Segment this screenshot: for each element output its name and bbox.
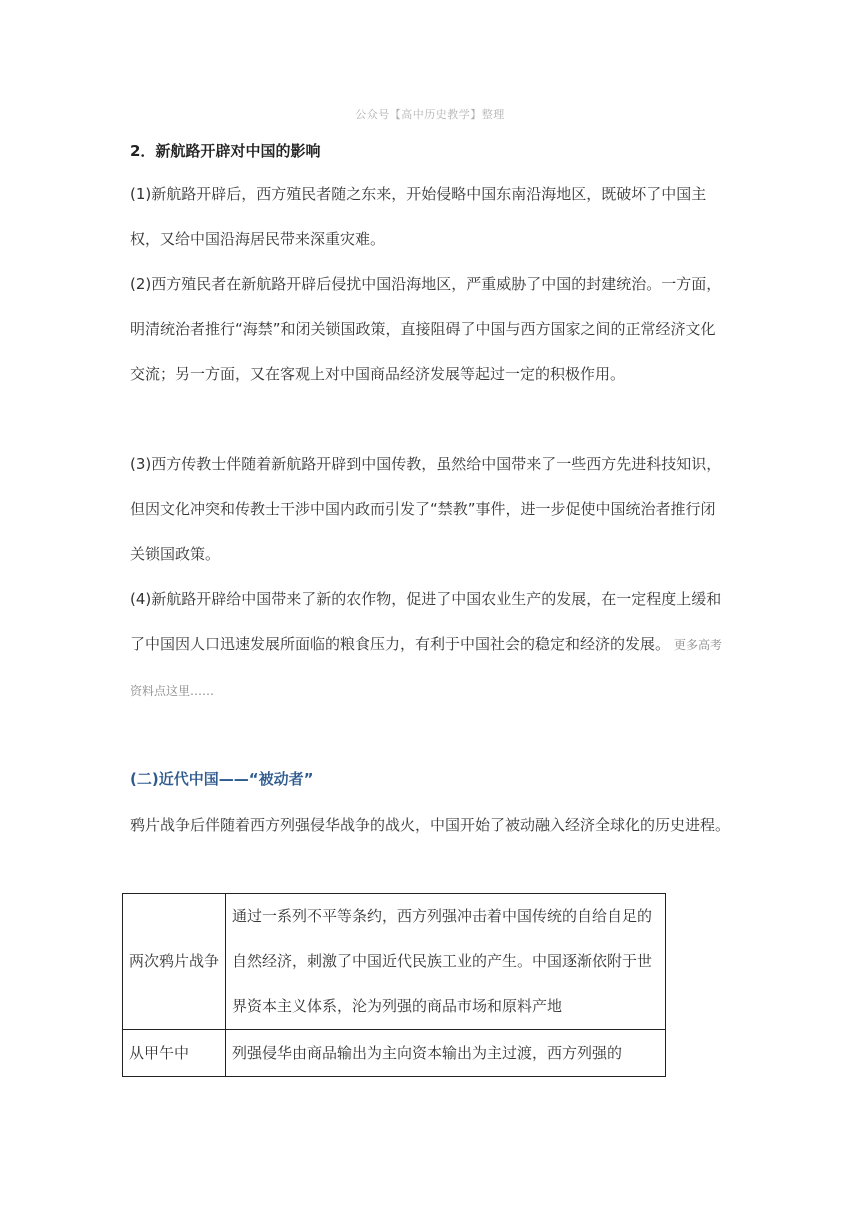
point-2: (2)西方殖民者在新航路开辟后侵扰中国沿海地区，严重威胁了中国的封建统治。一方面，明清统治者推行“海禁”和闭关锁国政策，直接阻碍了中国与西方国家之间的正常经济文化交流；另一方面，又在客观上对中国商品经济发展等起过一定的积极作用。 bbox=[130, 275, 722, 383]
table-row bbox=[123, 894, 666, 1030]
table-cell-description: 列强侵华由商品输出为主向资本输出为主过渡，西方列强的 bbox=[226, 1030, 666, 1077]
modern-intro: 鸦片战争后伴随着西方列强侵华战争的战火，中国开始了被动融入经济全球化的历史进程。 bbox=[130, 816, 731, 834]
point-4-text: (4)新航路开辟给中国带来了新的农作物，促进了中国农业生产的发展，在一定程度上缓和了中国因人口迅速发展所面临的粮食压力，有利于中国社会的稳定和经济的发展。 bbox=[130, 590, 722, 653]
more-materials-link[interactable]: 更多高考资料点这里…… bbox=[130, 638, 723, 698]
table-row bbox=[123, 1030, 666, 1077]
subsection-heading: (二)近代中国——“被动者” bbox=[130, 770, 314, 788]
point-3: (3)西方传教士伴随着新航路开辟到中国传教，虽然给中国带来了一些西方先进科技知识，但因文化冲突和传教士干涉中国内政而引发了“禁教”事件，进一步促使中国统治者推行闭关锁国政策。 bbox=[130, 455, 722, 563]
section-heading: 2．新航路开辟对中国的影响 bbox=[130, 142, 321, 160]
table-cell-period: 两次鸦片战争 bbox=[123, 894, 226, 1030]
table-cell-period: 从甲午中 bbox=[123, 1030, 226, 1077]
point-4 bbox=[130, 577, 730, 714]
point-1: (1)新航路开辟后，西方殖民者随之东来，开始侵略中国东南沿海地区，既破坏了中国主权，又给中国沿海居民带来深重灾难。 bbox=[130, 185, 707, 248]
table-cell-description: 通过一系列不平等条约，西方列强冲击着中国传统的自给自足的自然经济，刺激了中国近代民族工业的产生。中国逐渐依附于世界资本主义体系，沦为列强的商品市场和原料产地 bbox=[226, 894, 666, 1030]
watermark: 公众号【高中历史教学】整理 bbox=[355, 108, 505, 121]
history-table bbox=[122, 893, 666, 1077]
